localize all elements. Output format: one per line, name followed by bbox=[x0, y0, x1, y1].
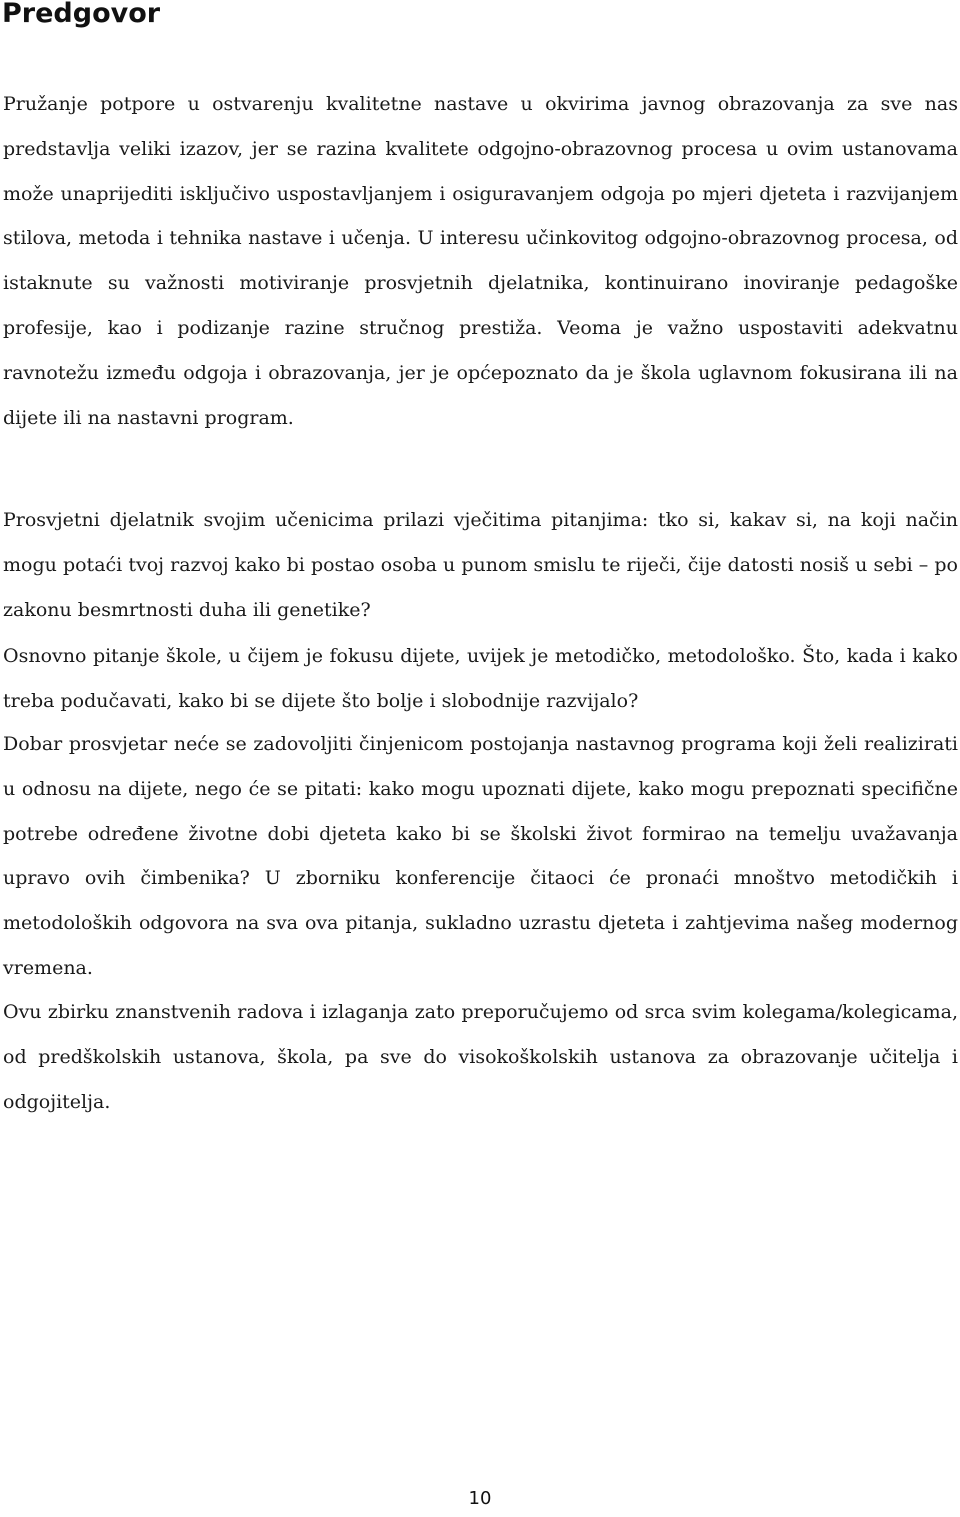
paragraph-school-question: Osnovno pitanje škole, u čijem je fokusu dijete, uvijek je metodičko, metodološko. Što, kada i kako treba podučavati, kako bi se dijete što bolje i slobodnije razvijalo? bbox=[3, 645, 958, 712]
paragraph-questions: Prosvjetni djelatnik svojim učenicima prilazi vječitima pitanjima: tko si, kakav si, na koji način mogu potaći tvoj razvoj kako bi postao osoba u punom smislu te riječi, čije datosti nosiš u sebi – po zakonu besmrtnosti duha ili genetike? bbox=[3, 509, 958, 621]
paragraph-recommendation: Ovu zbirku znanstvenih radova i izlaganja zato preporučujemo od srca svim kolegama/kolegicama, od predškolskih ustanova, škola, pa sve do visokoškolskih ustanova za obrazovanje učitelja i odgojitelja. bbox=[3, 1001, 958, 1113]
page-number: 10 bbox=[468, 1488, 492, 1509]
paragraph-intro: Pružanje potpore u ostvarenju kvalitetne nastave u okvirima javnog obrazovanja za sve nas predstavlja veliki izazov, jer se razina kvalitete odgojno-obrazovnog procesa u ovim ustanovama može unaprijediti isključivo uspostavljanjem i osiguravanjem odgoja po mjeri djeteta i razvijanjem stilova, metoda i tehnika nastave i učenja. U interesu učinkovitog odgojno-obrazovnog procesa, od istaknute su važnosti motiviranje prosvjetnih djelatnika, kontinuirano inoviranje pedagoške profesije, kao i podizanje razine stručnog prestiža. Veoma je važno uspostaviti adekvatnu ravnotežu između odgoja i obrazovanja, jer je općepoznato da je škola uglavnom fokusirana ili na dijete ili na nastavni program. bbox=[3, 93, 958, 429]
paragraph-good-educator: Dobar prosvjetar neće se zadovoljiti činjenicom postojanja nastavnog programa koji želi realizirati u odnosu na dijete, nego će se pitati: kako mogu upoznati dijete, kako mogu prepoznati specifične potrebe određene životne dobi djeteta kako bi se školski život formirao na temelju uvažavanja upravo ovih čimbenika? U zborniku konferencije čitaoci će pronaći mnoštvo metodičkih i metodoloških odgovora na sva ova pitanja, sukladno uzrastu djeteta i zahtjevima našeg modernog vremena. bbox=[3, 733, 958, 979]
page-title: Predgovor bbox=[2, 0, 161, 29]
